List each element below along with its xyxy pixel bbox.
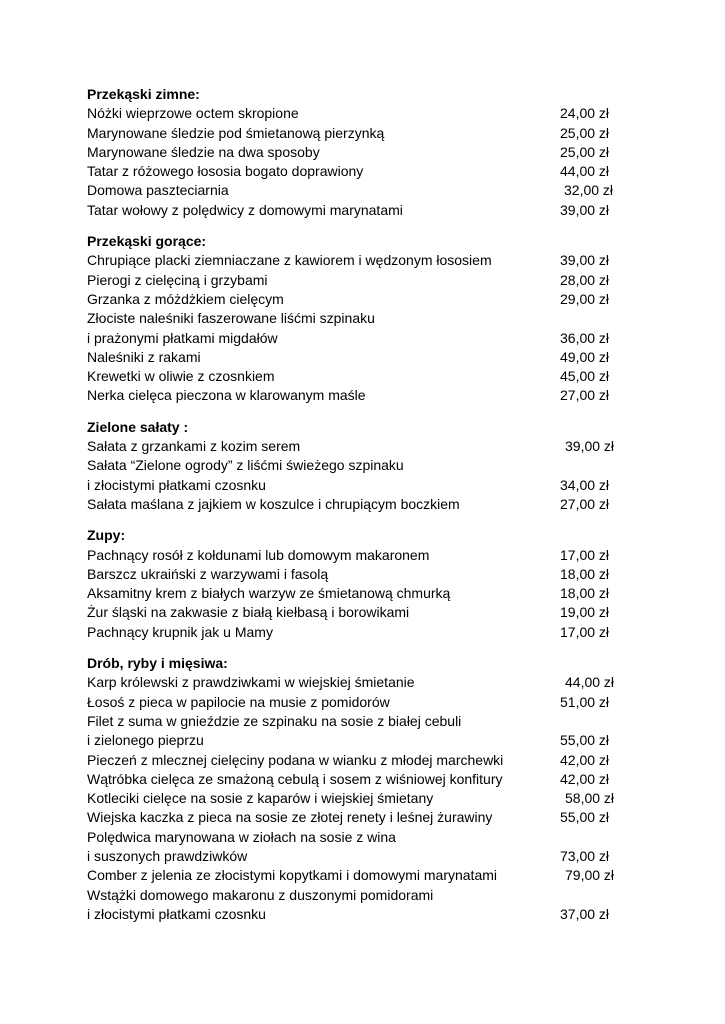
- dish-price: 44,00 zł: [560, 163, 610, 180]
- menu-item: [87, 181, 627, 200]
- section-title: Zielone sałaty :: [87, 418, 189, 435]
- dish-price: 25,00 zł: [560, 143, 610, 160]
- dish-price: 18,00 zł: [560, 585, 610, 602]
- dish-name: Marynowane śledzie na dwa sposoby: [87, 143, 320, 160]
- dish-price: 45,00 zł: [560, 368, 610, 385]
- dish-price: 24,00 zł: [560, 105, 610, 122]
- dish-price: 42,00 zł: [560, 770, 610, 787]
- menu-item-row: [87, 770, 627, 789]
- dish-name: Naleśniki z rakami: [87, 348, 201, 365]
- dish-name: Złociste naleśniki faszerowane liśćmi szpinaku: [87, 310, 375, 327]
- dish-name: Barszcz ukraiński z warzywami i fasolą: [87, 565, 329, 582]
- dish-name: Sałata z grzankami z kozim serem: [87, 438, 301, 455]
- dish-price: 39,00 zł: [560, 201, 610, 218]
- menu-item: [87, 201, 627, 220]
- menu-item-row: [87, 348, 627, 367]
- menu-item: [87, 808, 627, 827]
- menu-item-row: [87, 693, 627, 712]
- menu-item-row: [87, 584, 627, 603]
- menu-item-row: [87, 673, 627, 692]
- dish-price: 27,00 zł: [560, 387, 610, 404]
- dish-name: Filet z suma w gnieździe ze szpinaku na sosie z białej cebuli: [87, 712, 462, 729]
- dish-price: 37,00 zł: [560, 905, 610, 922]
- dish-name: Chrupiące placki ziemniaczane z kawiorem i wędzonym łososiem: [87, 252, 492, 269]
- menu-item: [87, 271, 627, 290]
- dish-name: i suszonych prawdziwków: [87, 847, 248, 864]
- dish-name: i zielonego pieprzu: [87, 732, 204, 749]
- menu-item: [87, 104, 627, 123]
- menu-item: [87, 456, 627, 495]
- menu-item-row: [87, 251, 627, 270]
- dish-name: Pierogi z cielęciną i grzybami: [87, 271, 268, 288]
- section-title: Zupy:: [87, 527, 126, 544]
- dish-name: Wiejska kaczka z pieca na sosie ze złotej renety i leśnej żurawiny: [87, 809, 493, 826]
- menu-section-przekaski-zimne: [87, 85, 627, 220]
- menu-item-row: [87, 124, 627, 143]
- dish-price: 39,00 zł: [565, 438, 615, 455]
- dish-price: 44,00 zł: [565, 674, 615, 691]
- menu-section-zielone-salaty: [87, 418, 627, 514]
- menu-section-drob-ryby-i-miesiwa: [87, 654, 627, 924]
- menu-item-row: [87, 367, 627, 386]
- menu-item-row: [87, 329, 627, 348]
- dish-price: 17,00 zł: [560, 546, 610, 563]
- menu-item-row: [87, 143, 627, 162]
- menu-item-row: [87, 565, 627, 584]
- menu-item-row: [87, 437, 627, 456]
- dish-name: Tatar z różowego łososia bogato doprawiony: [87, 163, 364, 180]
- dish-name: Wątróbka cielęca ze smażoną cebulą i sosem z wiśniowej konfitury: [87, 770, 503, 787]
- menu-item: [87, 565, 627, 584]
- menu-item: [87, 495, 627, 514]
- menu-item-row: [87, 201, 627, 220]
- dish-name: Sałata “Zielone ogrody” z liśćmi świeżego szpinaku: [87, 457, 404, 474]
- menu-item: [87, 143, 627, 162]
- dish-price: 73,00 zł: [560, 847, 610, 864]
- menu-item: [87, 546, 627, 565]
- dish-price: 55,00 zł: [560, 809, 610, 826]
- menu-item-row: [87, 731, 627, 750]
- menu-item-row: [87, 290, 627, 309]
- menu-item: [87, 309, 627, 348]
- menu-item-row: [87, 181, 627, 200]
- menu-section-przekaski-gorace: [87, 232, 627, 406]
- menu-item: [87, 124, 627, 143]
- dish-price: 34,00 zł: [560, 476, 610, 493]
- dish-price: 36,00 zł: [560, 329, 610, 346]
- menu-item: [87, 437, 627, 456]
- menu-item-row: [87, 456, 627, 475]
- menu-item: [87, 751, 627, 770]
- menu-item: [87, 712, 627, 751]
- menu-item-row: [87, 271, 627, 290]
- section-title: Drób, ryby i mięsiwa:: [87, 655, 228, 672]
- menu-item: [87, 603, 627, 622]
- dish-price: 25,00 zł: [560, 124, 610, 141]
- menu-item: [87, 693, 627, 712]
- menu-item-row: [87, 162, 627, 181]
- menu-item-row: [87, 789, 627, 808]
- menu-item-row: [87, 751, 627, 770]
- dish-price: 28,00 zł: [560, 271, 610, 288]
- menu-item-row: [87, 476, 627, 495]
- menu-item: [87, 828, 627, 867]
- dish-name: Tatar wołowy z polędwicy z domowymi marynatami: [87, 201, 403, 218]
- menu-item: [87, 789, 627, 808]
- menu-item: [87, 162, 627, 181]
- menu-item-row: [87, 546, 627, 565]
- dish-price: 27,00 zł: [560, 495, 610, 512]
- dish-price: 29,00 zł: [560, 290, 610, 307]
- dish-price: 19,00 zł: [560, 604, 610, 621]
- menu-item: [87, 886, 627, 925]
- dish-name: Nerka cielęca pieczona w klarowanym maśle: [87, 387, 366, 404]
- menu-item: [87, 623, 627, 642]
- dish-name: Domowa paszteciarnia: [87, 182, 229, 199]
- dish-name: Aksamitny krem z białych warzyw ze śmietanową chmurką: [87, 585, 451, 602]
- menu-item: [87, 866, 627, 885]
- dish-name: Kotleciki cielęce na sosie z kaparów i wiejskiej śmietany: [87, 790, 434, 807]
- section-title: Przekąski gorące:: [87, 233, 207, 250]
- dish-price: 17,00 zł: [560, 623, 610, 640]
- dish-price: 39,00 zł: [560, 252, 610, 269]
- dish-name: Żur śląski na zakwasie z białą kiełbasą i borowikami: [87, 604, 410, 621]
- dish-price: 42,00 zł: [560, 751, 610, 768]
- menu-document: [87, 85, 627, 936]
- dish-name: i złocistymi płatkami czosnku: [87, 905, 266, 922]
- dish-name: Pachnący rosół z kołdunami lub domowym makaronem: [87, 546, 430, 563]
- menu-item-row: [87, 712, 627, 731]
- menu-item-row: [87, 828, 627, 847]
- menu-item: [87, 348, 627, 367]
- dish-name: Grzanka z móżdżkiem cielęcym: [87, 290, 284, 307]
- menu-item: [87, 251, 627, 270]
- dish-name: Krewetki w oliwie z czosnkiem: [87, 368, 275, 385]
- dish-name: Nóżki wieprzowe octem skropione: [87, 105, 299, 122]
- menu-item-row: [87, 309, 627, 328]
- dish-name: Wstążki domowego makaronu z duszonymi pomidorami: [87, 886, 434, 903]
- dish-name: Comber z jelenia ze złocistymi kopytkami i domowymi marynatami: [87, 867, 498, 884]
- menu-item-row: [87, 104, 627, 123]
- dish-name: Marynowane śledzie pod śmietanową pierzynką: [87, 124, 385, 141]
- menu-item: [87, 386, 627, 405]
- menu-item: [87, 770, 627, 789]
- menu-item-row: [87, 847, 627, 866]
- dish-price: 32,00 zł: [564, 182, 614, 199]
- menu-item-row: [87, 495, 627, 514]
- dish-name: Pachnący krupnik jak u Mamy: [87, 623, 273, 640]
- menu-item-row: [87, 386, 627, 405]
- menu-item-row: [87, 866, 627, 885]
- menu-item: [87, 290, 627, 309]
- dish-name: i prażonymi płatkami migdałów: [87, 329, 278, 346]
- dish-price: 55,00 zł: [560, 732, 610, 749]
- menu-item-row: [87, 905, 627, 924]
- menu-item-row: [87, 808, 627, 827]
- dish-name: Łosoś z pieca w papilocie na musie z pomidorów: [87, 693, 390, 710]
- dish-name: Pieczeń z mlecznej cielęciny podana w wianku z młodej marchewki: [87, 751, 504, 768]
- menu-item: [87, 673, 627, 692]
- dish-price: 49,00 zł: [560, 348, 610, 365]
- menu-item: [87, 584, 627, 603]
- menu-section-zupy: [87, 526, 627, 642]
- dish-price: 18,00 zł: [560, 565, 610, 582]
- dish-name: Sałata maślana z jajkiem w koszulce i chrupiącym boczkiem: [87, 495, 460, 512]
- menu-item-row: [87, 886, 627, 905]
- menu-item-row: [87, 623, 627, 642]
- dish-name: Polędwica marynowana w ziołach na sosie z wina: [87, 828, 396, 845]
- dish-price: 51,00 zł: [560, 693, 610, 710]
- dish-price: 79,00 zł: [565, 867, 615, 884]
- dish-name: i złocistymi płatkami czosnku: [87, 476, 266, 493]
- dish-name: Karp królewski z prawdziwkami w wiejskiej śmietanie: [87, 674, 415, 691]
- menu-item: [87, 367, 627, 386]
- dish-price: 58,00 zł: [565, 790, 615, 807]
- menu-item-row: [87, 603, 627, 622]
- section-title: Przekąski zimne:: [87, 86, 200, 102]
